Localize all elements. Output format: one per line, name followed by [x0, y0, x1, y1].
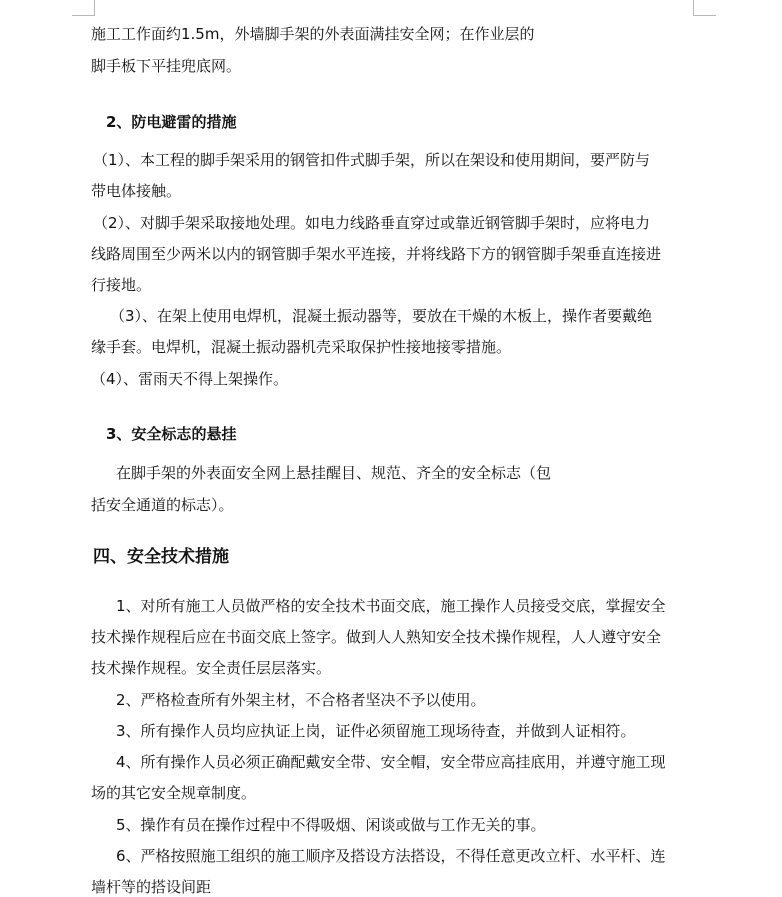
body-text-line: （2）、对脚手架采取接地处理。如电力线路垂直穿过或靠近钢管脚手架时，应将电力 [93, 214, 651, 232]
body-text-line: 6、严格按照施工组织的施工顺序及搭设方法搭设，不得任意更改立杆、水平杆、连 [116, 847, 666, 865]
body-text-line: 带电体接触。 [91, 182, 182, 200]
body-text-line: （1）、本工程的脚手架采用的钢管扣件式脚手架，所以在架设和使用期间，要严防与 [93, 151, 651, 169]
body-text-line: 3、所有操作人员均应执证上岗，证件必须留施工现场待查，并做到人证相符。 [116, 722, 636, 740]
body-text-line: 施工工作面约1.5m，外墙脚手架的外表面满挂安全网；在作业层的 [91, 25, 535, 43]
body-text-line-cut: 墙杆等的搭设间距 [91, 878, 212, 896]
body-text-line: 缘手套。电焊机，混凝土振动器机壳采取保护性接地接零措施。 [91, 338, 512, 356]
margin-marker-right [693, 0, 716, 16]
body-text-line: 行接地。 [91, 276, 152, 294]
body-text-line: 场的其它安全规章制度。 [91, 784, 257, 802]
body-text-line: 技术操作规程后应在书面交底上签字。做到人人熟知安全技术操作规程，人人遵守安全 [91, 628, 662, 646]
body-text-line: 线路周围至少两米以内的钢管脚手架水平连接，并将线路下方的钢管脚手架垂直连接进 [91, 245, 662, 263]
body-text-line: （4）、雷雨天不得上架操作。 [91, 370, 289, 388]
margin-marker-left [72, 0, 95, 16]
body-text-line: 5、操作有员在操作过程中不得吸烟、闲谈或做与工作无关的事。 [116, 816, 546, 834]
section-heading: 2、防电避雷的措施 [106, 113, 237, 131]
body-text-line: 技术操作规程。安全责任层层落实。 [91, 659, 332, 677]
body-text-line: 1、对所有施工人员做严格的安全技术书面交底，施工操作人员接受交底，掌握安全 [116, 597, 666, 615]
body-text-line: 4、所有操作人员必须正确配戴安全带、安全帽，安全带应高挂底用，并遵守施工现 [116, 753, 666, 771]
body-text-line: 括安全通道的标志）。 [91, 496, 234, 514]
body-text-line: （3）、在架上使用电焊机，混凝土振动器等，要放在干燥的木板上，操作者要戴绝 [110, 307, 653, 325]
section-heading: 3、安全标志的悬挂 [106, 425, 237, 443]
body-text-line: 在脚手架的外表面安全网上悬挂醒目、规范、齐全的安全标志（包 [116, 464, 552, 482]
body-text-line: 脚手板下平挂兜底网。 [91, 57, 242, 75]
body-text-line: 2、严格检查所有外架主材，不合格者坚决不予以使用。 [116, 691, 486, 709]
chapter-heading: 四、安全技术措施 [93, 547, 229, 567]
